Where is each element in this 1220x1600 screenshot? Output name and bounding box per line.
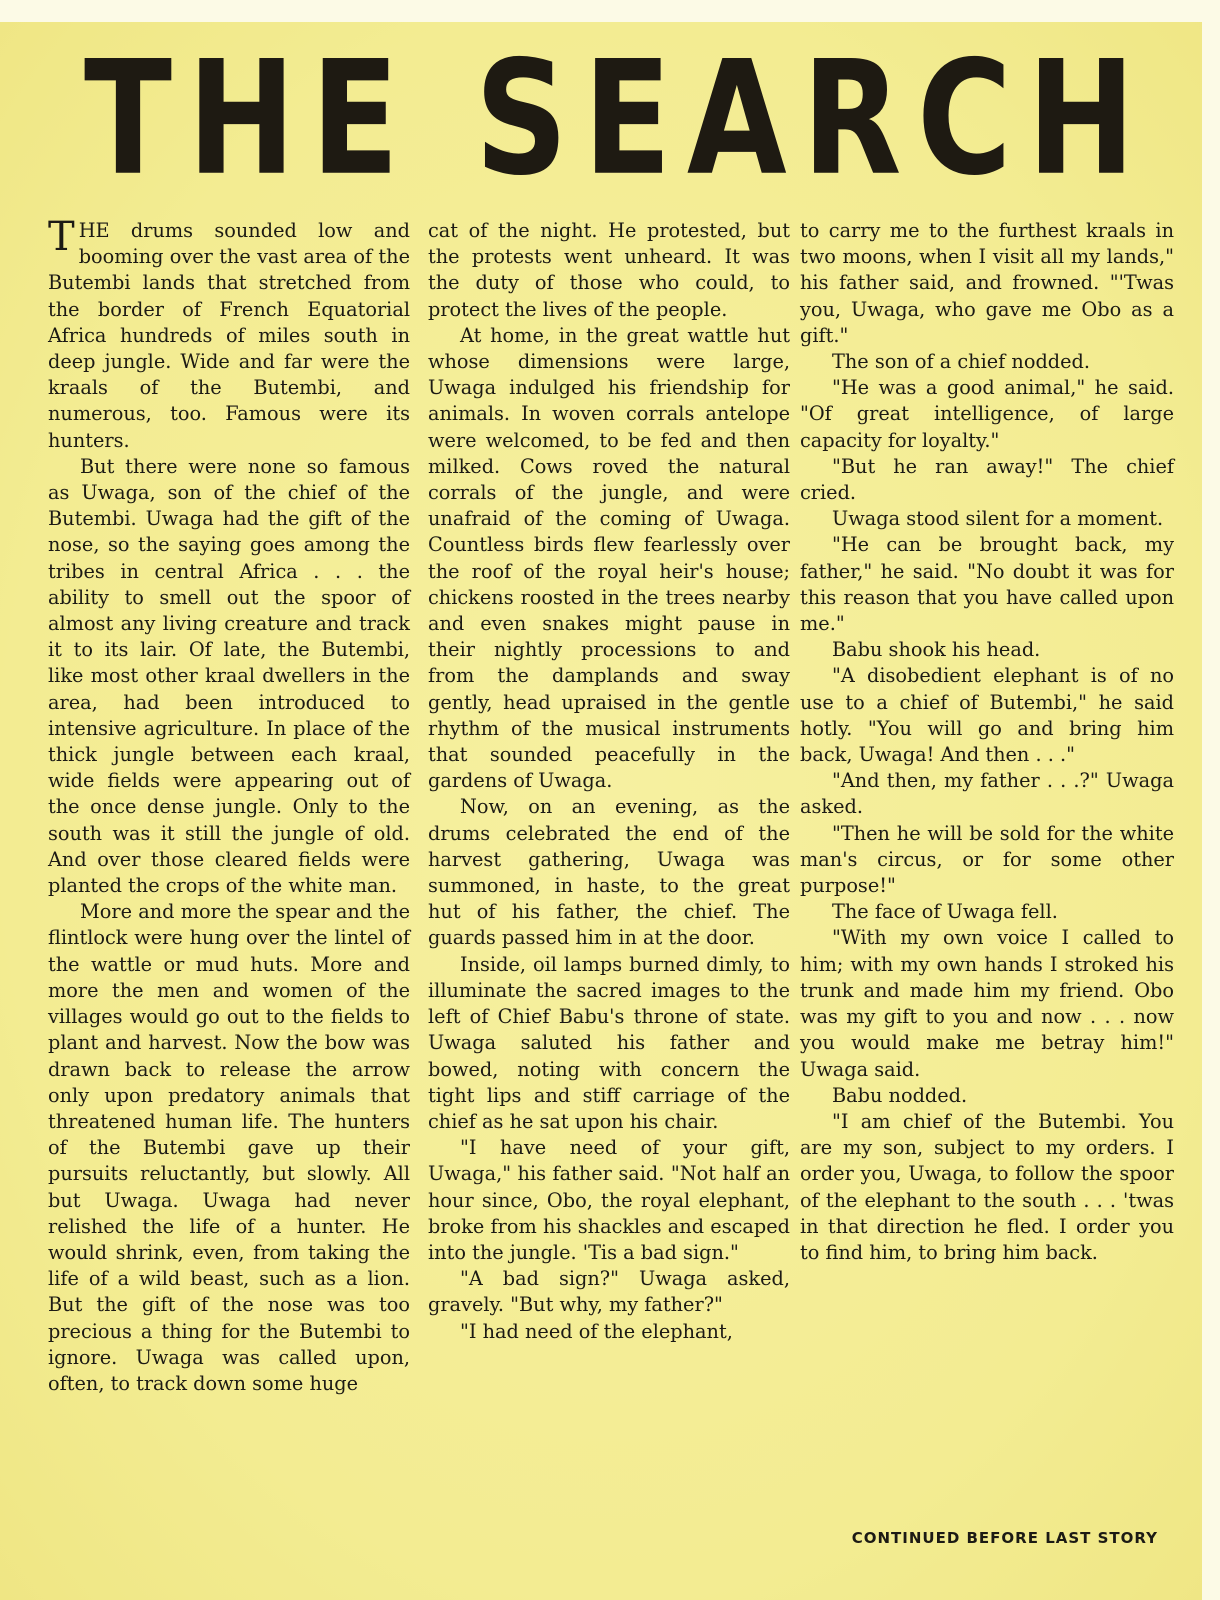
paragraph: "A disobedient elephant is of no use to a chief of Butembi," he said hotly. "You will go and bring him back, Uwaga! And then . . ." xyxy=(800,664,1174,767)
story-title: THE SEARCH xyxy=(84,27,1151,211)
paragraph: Babu nodded. xyxy=(832,1083,968,1107)
paragraph: Now, on an evening, as the drums celebrated the end of the harvest gathering, Uwaga was summoned, in haste, to the great hut of his father, the chief. The guards passed him in at the door. xyxy=(428,795,790,950)
text-column-1 xyxy=(48,214,410,1397)
text-column-2 xyxy=(428,218,790,1345)
paragraph: At home, in the great wattle hut whose dimensions were large, Uwaga indulged his friendship for animals. In woven corrals antelope were welcomed, to be fed and then milked. Cows roved the natural corrals of the jungle, and were unafraid of the coming of Uwaga. Countless birds flew fearlessly over the roof of the royal heir's house; chickens roosted in the trees nearby and even snakes might pause in their nightly processions to and from the damplands and sway gently, head upraised in the gentle rhythm of the musical instruments that sounded peacefully in the gardens of Uwaga. xyxy=(428,323,790,793)
paragraph: "A bad sign?" Uwaga asked, gravely. "But why, my father?" xyxy=(428,1267,790,1317)
paragraph: Inside, oil lamps burned dimly, to illuminate the sacred images to the left of Chief Babu's throne of state. Uwaga saluted his father and bowed, noting with concern the tight lips and stiff carriage of the chief as he sat upon his chair. xyxy=(428,952,790,1133)
page-right-margin xyxy=(1202,0,1220,1600)
paragraph: The son of a chief nodded. xyxy=(832,350,1091,374)
paragraph: "But he ran away!" The chief cried. xyxy=(800,454,1174,505)
paragraph: Babu shook his head. xyxy=(832,638,1041,662)
paragraph: Uwaga stood silent for a moment. xyxy=(832,507,1164,531)
continued-note: CONTINUED BEFORE LAST STORY xyxy=(851,1529,1158,1547)
paragraph: "I have need of your gift, Uwaga," his father said. "Not half an hour since, Obo, the royal elephant, broke from his shackles and escaped into the jungle. 'Tis a bad sign." xyxy=(428,1136,790,1264)
paragraph: More and more the spear and the flintlock were hung over the lintel of the wattle or mud huts. More and more the men and women of the villages would go out to the fields to plant and harvest. Now the bow was drawn back to release the arrow only upon predatory animals that threatened human life. The hunters of the Butembi gave up their pursuits reluctantly, but slowly. All but Uwaga. Uwaga had never relished the life of a hunter. He would shrink, even, from taking the life of a wild beast, such as a lion. But the gift of the nose was too precious a thing for the Butembi to ignore. Uwaga was called upon, often, to track down some huge xyxy=(48,900,410,1395)
paragraph: "And then, my father . . .?" Uwaga asked. xyxy=(800,769,1174,819)
paragraph: "He was a good animal," he said. "Of great intelligence, of large capacity for loyalty." xyxy=(800,376,1174,452)
paragraph: THE drums sounded low and booming over the vast area of the Butembi lands that stretched from the border of French Equatorial Africa hundreds of miles south in deep jungle. Wide and far were the kraals of the Butembi, and numerous, too. Famous were its hunters. xyxy=(48,214,410,452)
paragraph: But there were none so famous as Uwaga, son of the chief of the Butembi. Uwaga had the gift of the nose, so the saying goes among the tribes in central Africa . . . the ability to smell out the spoor of almost any living creature and track it to its lair. Of late, the Butembi, like most other kraal dwellers in the area, had been introduced to intensive agriculture. In place of the thick jungle between each kraal, wide fields were appearing out of the once dense jungle. Only to the south was it still the jungle of old. And over those cleared fields were planted the crops of the white man. xyxy=(48,454,410,898)
page-top-margin xyxy=(0,0,1220,22)
paragraph: "I am chief of the Butembi. You are my son, subject to my orders. I order you, Uwaga, to follow the spoor of the elephant to the south . . . 'twas in that direction he fled. I order you to find him, to bring him back. xyxy=(800,1109,1174,1264)
paragraph: "With my own voice I called to him; with my own hands I stroked his trunk and made him my friend. Obo was my gift to you and now . . . now you would make me betray him!" Uwaga said. xyxy=(800,926,1174,1081)
paragraph: "He can be brought back, my father," he said. "No doubt it was for this reason that you have called upon me." xyxy=(800,533,1174,636)
paragraph: to carry me to the furthest kraals in two moons, when I visit all my lands," his father said, and frowned. "'Twas you, Uwaga, who gave me Obo as a gift." xyxy=(800,219,1174,347)
paragraph: "Then he will be sold for the white man's circus, or for some other purpose!" xyxy=(800,821,1174,898)
drop-cap: T xyxy=(48,214,75,260)
paragraph: "I had need of the elephant, xyxy=(460,1319,733,1343)
text-column-3 xyxy=(800,218,1174,1266)
paragraph: cat of the night. He protested, but the protests went unheard. It was the duty of those who could, to protect the lives of the people. xyxy=(428,219,790,321)
paragraph: The face of Uwaga fell. xyxy=(832,900,1058,924)
